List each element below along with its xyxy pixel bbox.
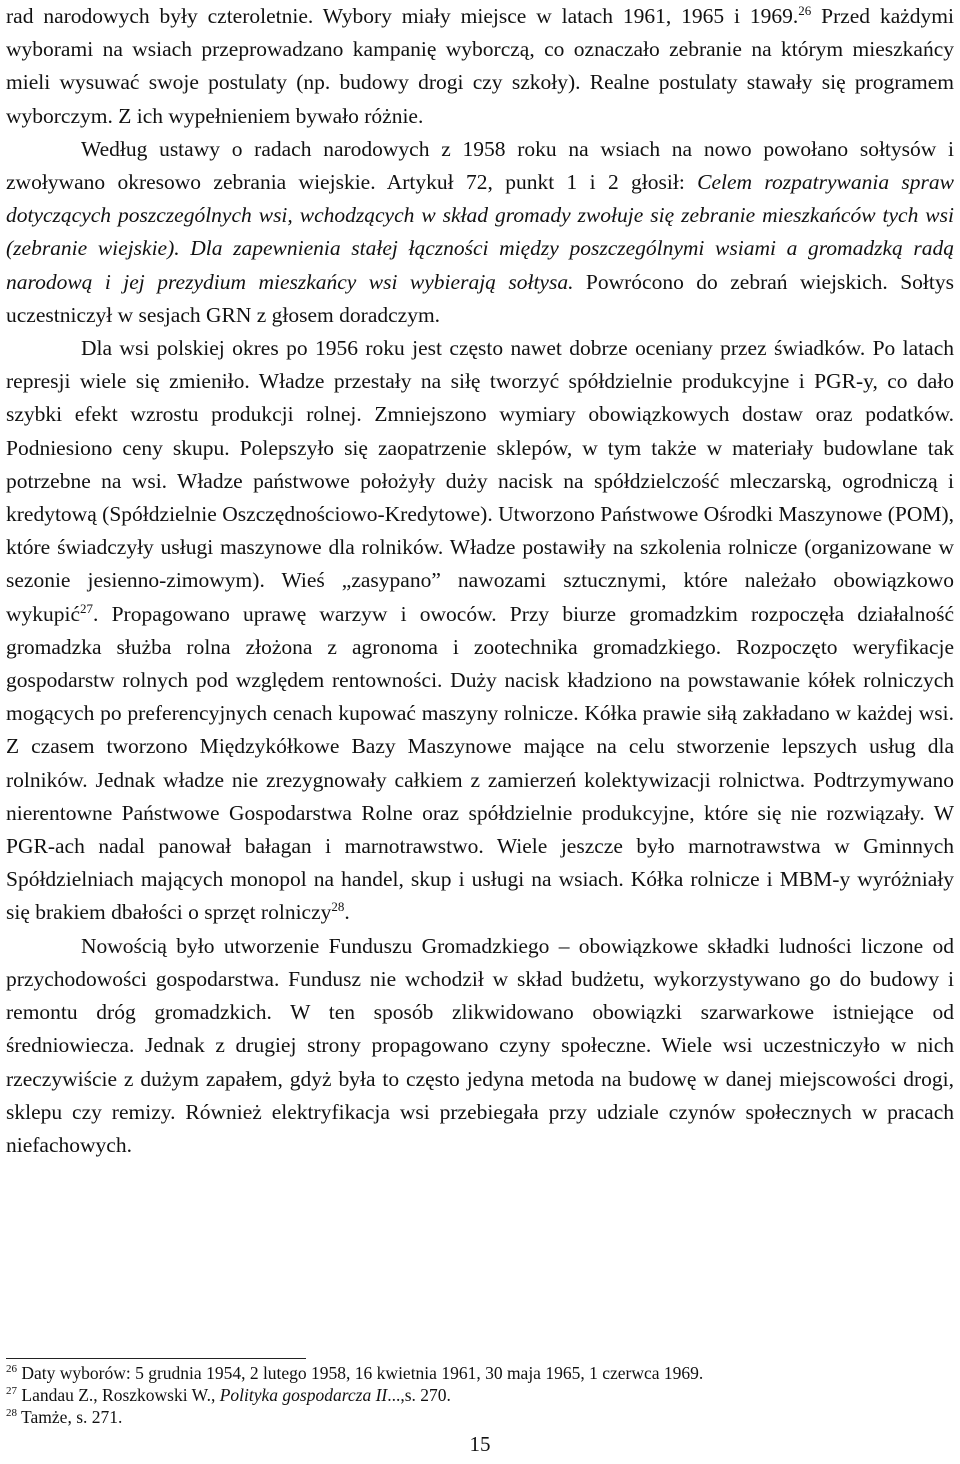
footnote-ref: 28 xyxy=(331,899,345,915)
body-text xyxy=(6,0,954,1162)
footnote-ref: 27 xyxy=(80,600,94,616)
footnote-ref: 26 xyxy=(798,2,812,18)
page-number: 15 xyxy=(469,1432,491,1456)
footnotes xyxy=(6,1362,946,1428)
paragraph: rad narodowych były czteroletnie. Wybory miały miejsce w latach 1961, 1965 i 1969.26 Przed każdymi wyborami na wsiach przeprowadzano kampanię wyborczą, co oznaczało zebranie na którym mieszkańcy mieli wysuwać swoje postulaty (np. budowy drogi czy szkoły). Realne postulaty stawały się programem wyborczym. Z ich wypełnieniem bywało różnie. xyxy=(6,2,954,128)
footnote: $^{27}$ Landau Z., Roszkowski W., Polityka gospodarcza II...,s. 270. xyxy=(6,1385,451,1405)
footnote: $^{28}$ Tamże, s. 271. xyxy=(6,1407,123,1427)
italic-quote: Celem rozpatrywania spraw dotyczących poszczególnych wsi, wchodzących w skład gromady zwołuje się zebranie mieszkańców tych wsi (zebranie wiejskie). Dla zapewnienia stałej łączności między poszczególnymi wsiami a gromadzką radą narodową i jej prezydium mieszkańcy wsi wybierają sołtysa. xyxy=(6,170,954,294)
document-page xyxy=(6,0,954,1162)
footnote: $^{26}$ Daty wyborów: 5 grudnia 1954, 2 lutego 1958, 16 kwietnia 1961, 30 maja 1965, 1 czerwca 1969. xyxy=(6,1363,704,1383)
italic-quote: Polityka gospodarcza II xyxy=(219,1385,388,1405)
footnote-separator xyxy=(6,1358,306,1359)
footnote-number: 26 xyxy=(6,1363,17,1376)
footnote-number: 27 xyxy=(6,1385,17,1398)
paragraph: Według ustawy o radach narodowych z 1958 roku na wsiach na nowo powołano sołtysów i zwoływano okresowo zebrania wiejskie. Artykuł 72, punkt 1 i 2 głosił: Celem rozpatrywania spraw dotyczących poszczególnych wsi, wchodzących w skład gromady zwołuje się zebranie mieszkańców tych wsi (zebranie wiejskie). Dla zapewnienia stałej łączności między poszczególnymi wsiami a gromadzką radą narodową i jej prezydium mieszkańcy wsi wybierają sołtysa. Powrócono do zebrań wiejskich. Sołtys uczestniczył w sesjach GRN z głosem doradczym. xyxy=(6,136,954,327)
paragraph: Nowością było utworzenie Funduszu Gromadzkiego – obowiązkowe składki ludności liczone od przychodowości gospodarstwa. Fundusz nie wchodził w skład budżetu, wykorzystywano go do budowy i remontu dróg gromadzkich. W ten sposób zlikwidowano obowiązki szarwarkowe istniejące od średniowiecza. Jednak z drugiej strony propagowano czyny społeczne. Wiele wsi uczestniczyło w nich rzeczywiście z dużym zapałem, gdyż była to często jedyna metoda na budowę w danej miejscowości drogi, sklepu czy remizy. Również elektryfikacja wsi przebiegała przy udziale czynów społecznych w pracach niefachowych. xyxy=(6,933,954,1157)
footnote-number: 28 xyxy=(6,1407,17,1420)
paragraph: Dla wsi polskiej okres po 1956 roku jest często nawet dobrze oceniany przez świadków. Po latach represji wiele się zmieniło. Władze przestały na siłę tworzyć spółdzielnie produkcyjne i PGR-y, co dało szybki efekt wzrostu produkcji rolnej. Zmniejszono wymiary obowiązkowych dostaw oraz podatków. Podniesiono ceny skupu. Polepszyło się zaopatrzenie sklepów, w tym także w materiały budowlane tak potrzebne na wsi. Władze państwowe położyły duży nacisk na spółdzielczość mleczarską, ogrodniczą i kredytową (Spółdzielnie Oszczędnościowo-Kredytowe). Utworzono Państwowe Ośrodki Maszynowe (POM), które świadczyły usługi maszynowe dla rolników. Władze postawiły na szkolenia rolnicze (organizowane w sezonie jesienno-zimowym). Wieś „zasypano” nawozami sztucznymi, które należało obowiązkowo wykupić$^{27}$. Propagowano uprawę warzyw i owoców. Przy biurze gromadzkim rozpoczęła działalność gromadzka służba rolna złożona z agronoma i zootechnika gromadzkiego. Rozpoczęto weryfikacje gospodarstw rolnych pod względem rentowności. Duży nacisk kładziono na powstawanie kółek rolniczych mogących po preferencyjnych cenach kupować maszyny rolnicze. Kółka prawie siłą zakładano w każdej wsi. Z czasem tworzono Międzykółkowe Bazy Maszynowe mające na celu stworzenie lepszych usług dla rolników. Jednak władze nie zrezygnowały całkiem z zamierzeń kolektywizacji rolnictwa. Podtrzymywano nierentowne Państwowe Gospodarstwa Rolne oraz spółdzielnie produkcyjne, które się nie rozwiązały. W PGR-ach nadal panował bałagan i marnotrawstwo. Wiele jeszcze było marnotrawstwa w Gminnych Spółdzielniach mających monopol na handel, skup i usługi na wsiach. Kółka rolnicze i MBM-y wyróżniały się brakiem dbałości o sprzęt rolniczy$^{28}$. xyxy=(6,336,954,925)
